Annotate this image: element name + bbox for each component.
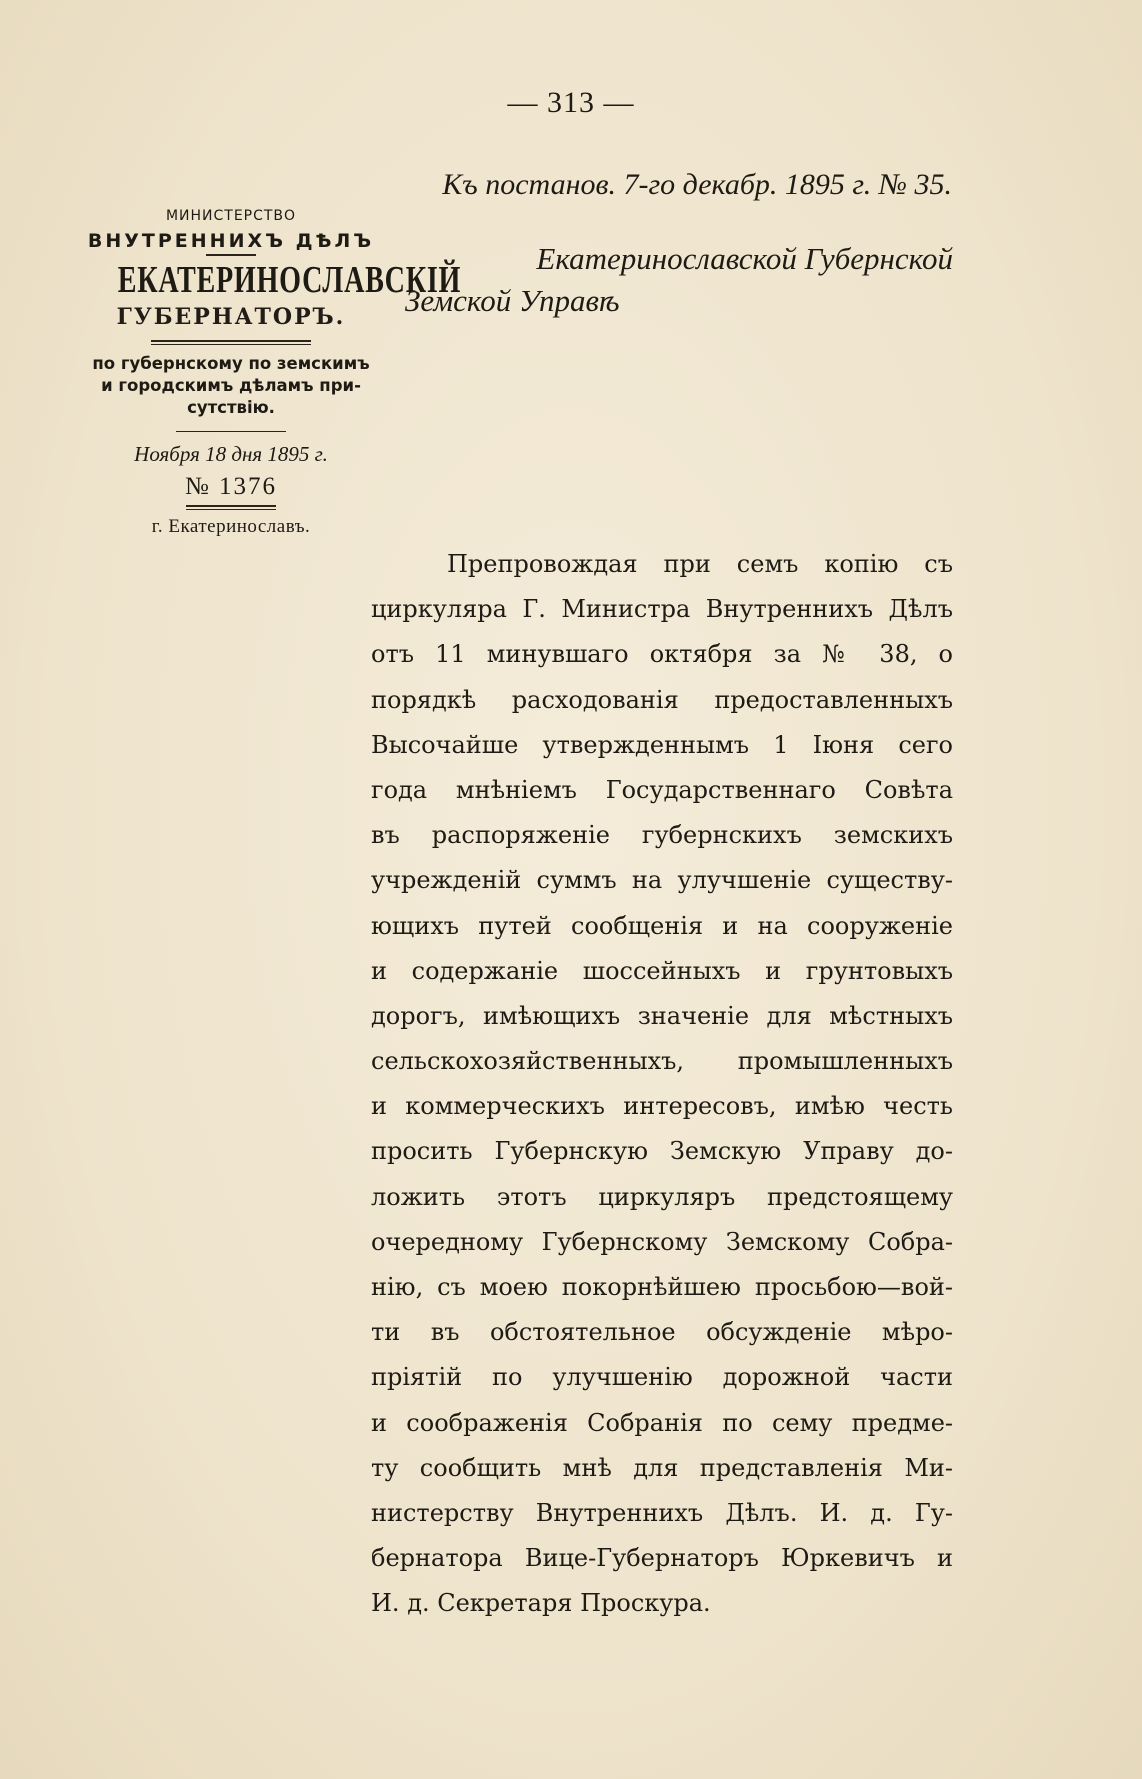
addressee	[405, 238, 953, 322]
letter-body	[371, 542, 953, 1627]
body-line: циркуляра Г. Министра Внутреннихъ Дѣлъ	[371, 595, 953, 624]
body-line: учрежденій суммъ на улучшеніе существу-	[371, 866, 953, 895]
ministry-label: МИНИСТЕРСТВО	[165, 208, 297, 224]
body-line: и коммерческихъ интересовъ, имѣю честь	[371, 1092, 953, 1121]
sender-city: г. Екатеринославъ.	[151, 516, 311, 537]
divider	[176, 431, 286, 432]
letter-number: № 1376	[184, 473, 278, 500]
addressee-line-2: Земской Управѣ	[405, 283, 620, 318]
body-line: Препровождая при семъ копію съ	[447, 550, 953, 578]
body-line: бернатора Вице-Губернаторъ Юркевичъ и	[371, 1544, 953, 1573]
body-line: нистерству Внутреннихъ Дѣлъ. И. д. Гу-	[371, 1498, 953, 1527]
resolution-reference: Къ постанов. 7-го декабр. 1895 г. № 35.	[442, 168, 952, 201]
department-line: и городскимъ дѣламъ при-	[101, 376, 361, 395]
body-line: сельскохозяйственныхъ, промышленныхъ	[371, 1047, 953, 1076]
governor-title: ГУБЕРНАТОРЪ.	[116, 304, 346, 330]
body-line: просить Губернскую Земскую Управу до-	[371, 1137, 953, 1166]
page-number: — 313 —	[507, 86, 635, 119]
body-line: и соображенія Собранія по сему предме-	[371, 1408, 953, 1437]
body-line: ту сообщить мнѣ для представленія Ми-	[371, 1453, 953, 1482]
body-line: ющихъ путей сообщенія и на сооруженіе	[371, 911, 953, 940]
body-line: нію, съ моею покорнѣйшею просьбою—вой-	[371, 1273, 953, 1301]
letter-date: Ноября 18 дня 1895 г.	[134, 442, 328, 466]
body-line: въ распоряженіе губернскихъ земскихъ	[371, 821, 953, 850]
governorate-name: ЕКАТЕРИНОСЛАВСКІЙ	[117, 259, 462, 301]
body-line: пріятій по улучшенію дорожной части	[371, 1363, 953, 1392]
body-line: отъ 11 минувшаго октября за № 38, о	[371, 640, 953, 669]
body-line: ти въ обстоятельное обсужденіе мѣро-	[371, 1318, 953, 1347]
body-line: и содержаніе шоссейныхъ и грунтовыхъ	[371, 956, 953, 985]
body-line: порядкѣ расходованія предоставленныхъ	[371, 685, 953, 714]
ministry-name: ВНУТРЕННИХЪ ДѢЛЪ	[87, 230, 375, 252]
department	[78, 353, 384, 419]
divider	[186, 505, 276, 510]
divider	[151, 340, 311, 345]
body-line: ложить этотъ циркуляръ предстоящему	[371, 1182, 953, 1211]
department-line: по губернскому по земскимъ	[92, 354, 370, 373]
sender-letterhead	[78, 208, 462, 538]
body-line: года мнѣніемъ Государственнаго Совѣта	[371, 775, 953, 804]
body-line: Высочайше утвержденнымъ 1 Іюня сего	[371, 730, 953, 759]
divider	[206, 254, 256, 256]
department-line: сутствію.	[187, 398, 275, 417]
body-line: И. д. Секретаря Проскура.	[371, 1589, 711, 1618]
body-line: дорогъ, имѣющихъ значеніе для мѣстныхъ	[371, 1001, 953, 1030]
addressee-line-1: Екатеринославской Губернской	[536, 241, 953, 276]
body-line: очередному Губернскому Земскому Собра-	[371, 1227, 953, 1256]
